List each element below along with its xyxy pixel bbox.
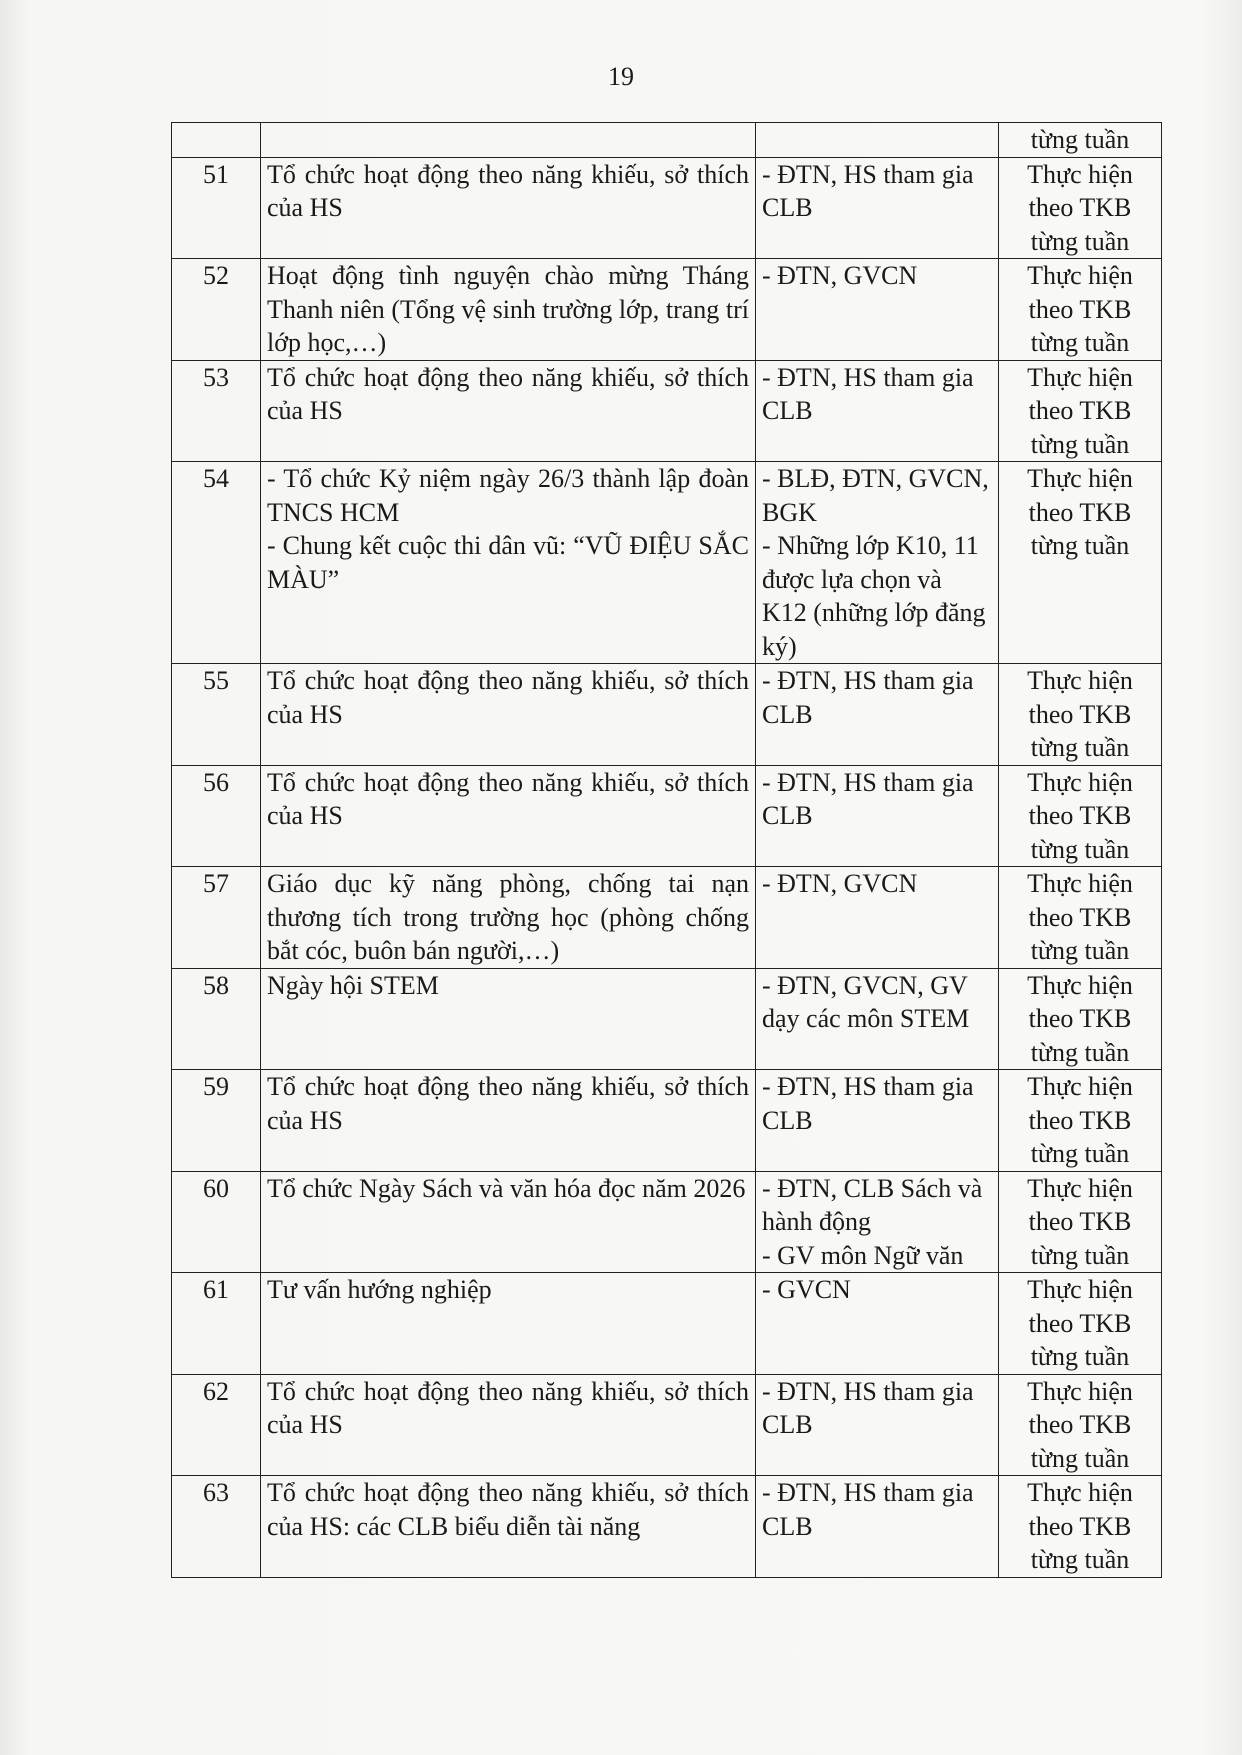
time-cell-line: từng tuần <box>1030 1545 1130 1574</box>
responsible-cell <box>756 157 999 259</box>
time-cell-line: từng tuần <box>1030 531 1130 560</box>
time-cell-line: từng tuần <box>1030 328 1130 357</box>
row-number-cell: 56 <box>172 765 261 867</box>
table-row <box>172 765 1162 867</box>
row-number-cell: 57 <box>172 867 261 969</box>
responsible-cell-line: - ĐTN, HS tham gia CLB <box>762 767 974 830</box>
activity-cell-line: - Tổ chức Kỷ niệm ngày 26/3 thành lập đoàn TNCS HCM <box>267 464 749 527</box>
activity-cell-line: Tổ chức hoạt động theo năng khiếu, sở thích của HS <box>267 767 749 830</box>
time-cell-line: Thực hiện <box>1027 666 1133 695</box>
time-cell-line: từng tuần <box>1030 733 1130 762</box>
time-cell-line: từng tuần <box>1030 834 1130 864</box>
activity-cell <box>261 1070 756 1172</box>
activity-cell-line: Tổ chức hoạt động theo năng khiếu, sở thích của HS <box>267 362 749 425</box>
activity-cell-line: Tổ chức Ngày Sách và văn hóa đọc năm 2026 <box>267 1173 746 1203</box>
responsible-cell-line: - Những lớp K10, 11 được lựa chọn và K12 (những lớp đăng ký) <box>762 531 986 661</box>
time-cell-line: Thực hiện <box>1027 767 1133 797</box>
time-cell-line: Thực hiện <box>1027 970 1133 1000</box>
responsible-cell-line: - ĐTN, HS tham gia CLB <box>762 362 974 425</box>
time-cell-line: từng tuần <box>1030 1139 1130 1168</box>
table-row <box>172 1070 1162 1172</box>
row-number-cell: 63 <box>172 1476 261 1578</box>
activity-cell <box>261 462 756 664</box>
responsible-cell-line: - ĐTN, HS tham gia CLB <box>762 159 974 222</box>
responsible-cell <box>756 968 999 1070</box>
row-number-cell: 59 <box>172 1070 261 1172</box>
activity-cell-line: Ngày hội STEM <box>267 970 439 1000</box>
table-row <box>172 462 1162 664</box>
table-row <box>172 1374 1162 1476</box>
carry-over-no-cell <box>172 123 261 158</box>
time-cell-line: Thực hiện <box>1027 1072 1133 1101</box>
time-cell <box>999 157 1162 259</box>
carry-over-time-cell: từng tuần <box>999 123 1162 158</box>
row-number-cell: 60 <box>172 1171 261 1273</box>
activity-cell-line: Giáo dục kỹ năng phòng, chống tai nạn thương tích trong trường học (phòng chống bắt cóc, buôn bán người,…) <box>267 869 749 965</box>
activity-cell <box>261 867 756 969</box>
activity-cell <box>261 1171 756 1273</box>
activity-cell <box>261 765 756 867</box>
activity-cell <box>261 360 756 462</box>
table-row <box>172 360 1162 462</box>
time-cell-line: Thực hiện <box>1027 1376 1133 1406</box>
responsible-cell <box>756 360 999 462</box>
carry-over-responsible-cell <box>756 123 999 158</box>
responsible-cell <box>756 1476 999 1578</box>
responsible-cell <box>756 1070 999 1172</box>
time-cell-line: từng tuần <box>1030 936 1130 965</box>
time-cell <box>999 360 1162 462</box>
table-row <box>172 1171 1162 1273</box>
time-cell <box>999 968 1162 1070</box>
activity-cell <box>261 1374 756 1476</box>
row-number-cell: 53 <box>172 360 261 462</box>
activity-cell <box>261 1273 756 1375</box>
responsible-cell-line: - BLĐ, ĐTN, GVCN, BGK <box>762 464 989 527</box>
activity-cell-line: Tổ chức hoạt động theo năng khiếu, sở thích của HS <box>267 159 749 222</box>
time-cell <box>999 259 1162 361</box>
time-cell <box>999 664 1162 766</box>
responsible-cell-line: - ĐTN, GVCN, GV dạy các môn STEM <box>762 970 970 1033</box>
responsible-cell-line: - ĐTN, HS tham gia CLB <box>762 1478 974 1541</box>
activity-cell <box>261 968 756 1070</box>
responsible-cell <box>756 867 999 969</box>
time-cell-line: theo TKB <box>1028 699 1132 729</box>
time-cell-line: theo TKB <box>1028 193 1132 222</box>
activity-cell-line: Tổ chức hoạt động theo năng khiếu, sở thích của HS <box>267 666 749 729</box>
time-cell-line: Thực hiện <box>1027 362 1133 392</box>
time-cell-line: từng tuần <box>1030 429 1130 459</box>
time-cell-line: Thực hiện <box>1027 159 1133 189</box>
responsible-cell <box>756 1171 999 1273</box>
time-cell <box>999 1070 1162 1172</box>
time-cell-line: theo TKB <box>1028 1410 1132 1439</box>
time-cell-line: theo TKB <box>1028 1207 1132 1236</box>
time-cell-line: theo TKB <box>1028 1105 1132 1135</box>
responsible-cell-line: - GV môn Ngữ văn <box>762 1240 964 1270</box>
responsible-cell-line: - ĐTN, HS tham gia CLB <box>762 1072 974 1135</box>
activity-cell <box>261 259 756 361</box>
time-cell-line: Thực hiện <box>1027 1173 1133 1203</box>
responsible-cell <box>756 1374 999 1476</box>
table-row <box>172 1476 1162 1578</box>
table-row <box>172 259 1162 361</box>
time-cell-line: từng tuần <box>1030 1342 1130 1371</box>
responsible-cell <box>756 1273 999 1375</box>
time-cell <box>999 765 1162 867</box>
carry-over-row <box>172 123 1162 158</box>
time-cell-line: từng tuần <box>1030 226 1130 256</box>
time-cell-line: theo TKB <box>1028 497 1132 527</box>
activity-cell-line: Tổ chức hoạt động theo năng khiếu, sở thích của HS <box>267 1376 749 1439</box>
activity-cell-line: Tổ chức hoạt động theo năng khiếu, sở thích của HS <box>267 1072 749 1135</box>
table-row <box>172 968 1162 1070</box>
row-number-cell: 54 <box>172 462 261 664</box>
activity-cell <box>261 664 756 766</box>
carry-over-activity-cell <box>261 123 756 158</box>
responsible-cell <box>756 664 999 766</box>
activity-cell-line: Hoạt động tình nguyện chào mừng Tháng Thanh niên (Tổng vệ sinh trường lớp, trang trí lớp học,…) <box>267 261 749 357</box>
time-cell-line: từng tuần <box>1030 1240 1130 1270</box>
responsible-cell <box>756 765 999 867</box>
time-cell-line: Thực hiện <box>1027 1275 1133 1304</box>
time-cell <box>999 867 1162 969</box>
time-cell-line: từng tuần <box>1030 1037 1130 1067</box>
time-cell-line: Thực hiện <box>1027 1478 1133 1507</box>
time-cell <box>999 1171 1162 1273</box>
page-number: 19 <box>608 62 634 91</box>
table-body <box>172 123 1162 1578</box>
time-cell-line: theo TKB <box>1028 396 1132 425</box>
responsible-cell <box>756 259 999 361</box>
time-cell-line: theo TKB <box>1028 294 1132 324</box>
activity-cell-line: Tư vấn hướng nghiệp <box>267 1275 492 1304</box>
time-cell-line: Thực hiện <box>1027 261 1133 290</box>
row-number-cell: 51 <box>172 157 261 259</box>
table-row <box>172 157 1162 259</box>
time-cell-line: từng tuần <box>1030 1443 1130 1473</box>
responsible-cell-line: - GVCN <box>762 1275 851 1304</box>
time-cell-line: Thực hiện <box>1027 464 1133 493</box>
time-cell-line: theo TKB <box>1028 1308 1132 1338</box>
time-cell <box>999 462 1162 664</box>
table-row <box>172 664 1162 766</box>
table-row <box>172 867 1162 969</box>
row-number-cell: 58 <box>172 968 261 1070</box>
responsible-cell-line: - ĐTN, HS tham gia CLB <box>762 666 974 729</box>
responsible-cell-line: - ĐTN, CLB Sách và hành động <box>762 1173 983 1236</box>
time-cell <box>999 1273 1162 1375</box>
time-cell-line: theo TKB <box>1028 801 1132 830</box>
row-number-cell: 55 <box>172 664 261 766</box>
time-cell-line: theo TKB <box>1028 1511 1132 1541</box>
time-cell-line: theo TKB <box>1028 902 1132 932</box>
responsible-cell-line: - ĐTN, GVCN <box>762 869 918 898</box>
row-number-cell: 61 <box>172 1273 261 1375</box>
activity-cell-line: Tổ chức hoạt động theo năng khiếu, sở thích của HS: các CLB biểu diễn tài năng <box>267 1478 749 1541</box>
time-cell-line: theo TKB <box>1028 1004 1132 1033</box>
responsible-cell <box>756 462 999 664</box>
time-cell <box>999 1374 1162 1476</box>
activity-plan-table <box>171 122 1162 1578</box>
activity-cell-line: - Chung kết cuộc thi dân vũ: “VŨ ĐIỆU SẮC MÀU” <box>267 531 749 594</box>
activity-cell <box>261 157 756 259</box>
time-cell <box>999 1476 1162 1578</box>
activity-cell <box>261 1476 756 1578</box>
table-row <box>172 1273 1162 1375</box>
responsible-cell-line: - ĐTN, HS tham gia CLB <box>762 1376 974 1439</box>
time-cell-line: Thực hiện <box>1027 869 1133 898</box>
row-number-cell: 52 <box>172 259 261 361</box>
responsible-cell-line: - ĐTN, GVCN <box>762 261 918 290</box>
row-number-cell: 62 <box>172 1374 261 1476</box>
